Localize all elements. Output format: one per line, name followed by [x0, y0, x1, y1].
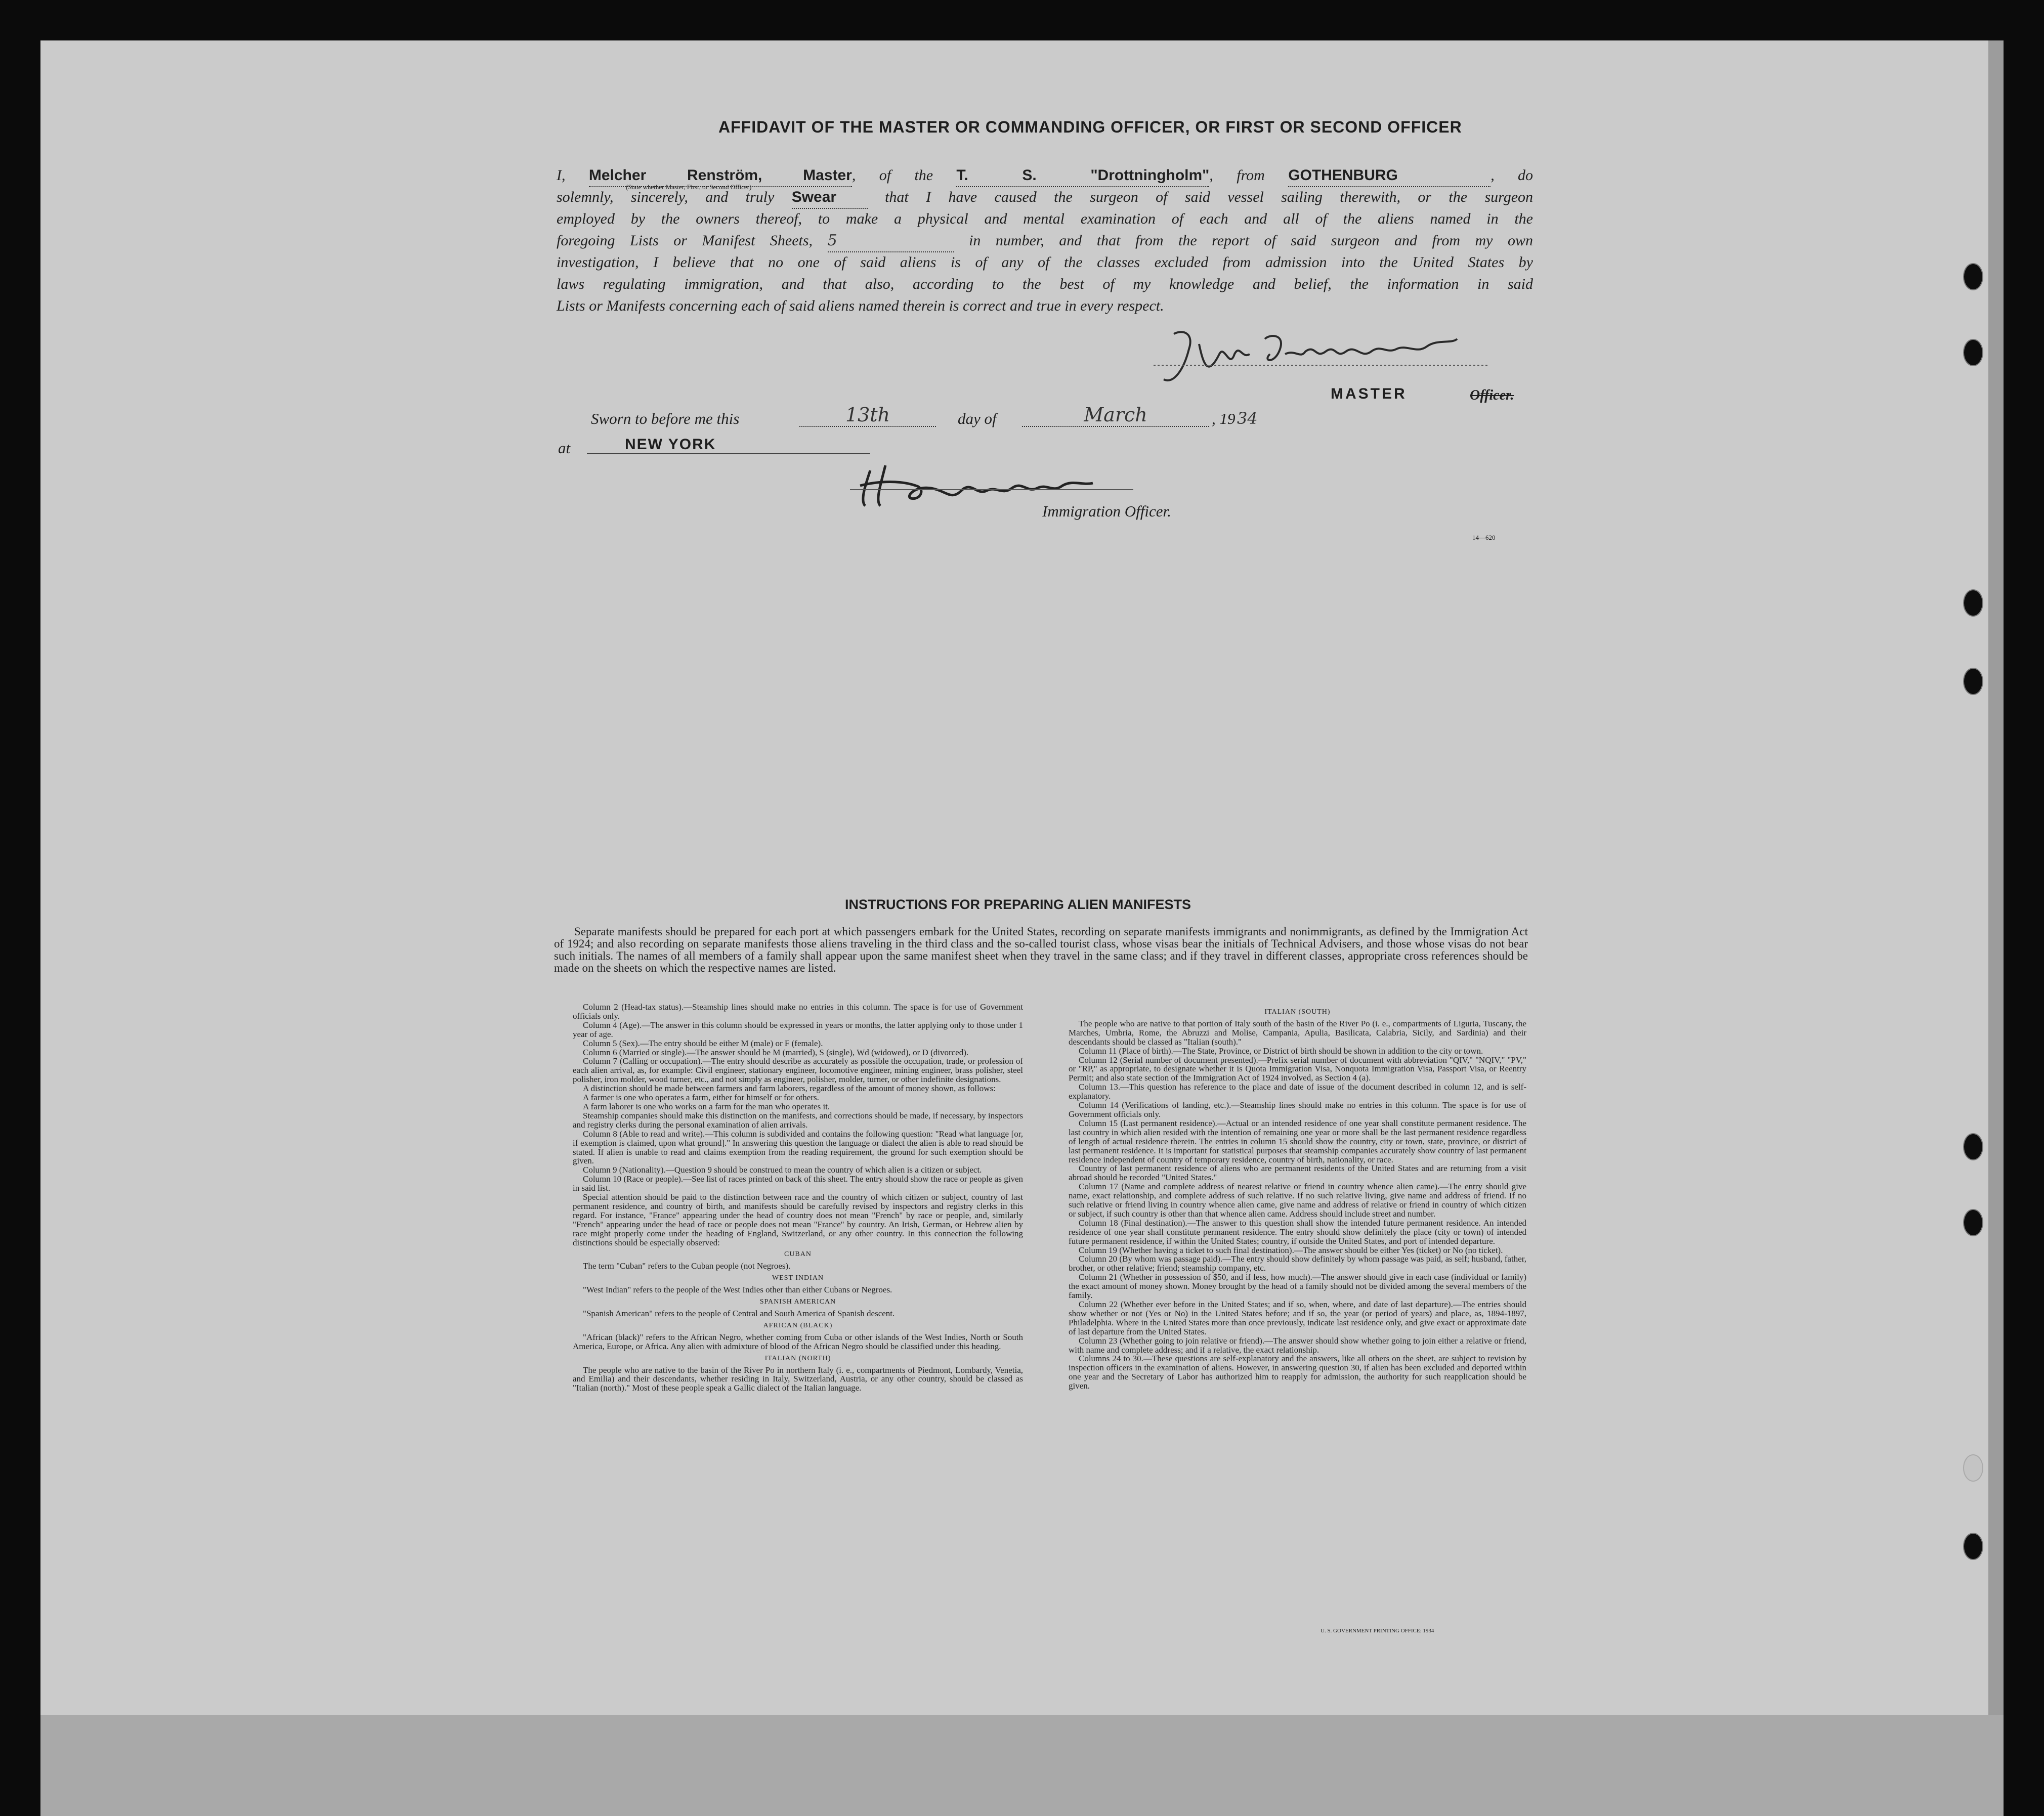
- west-indian-text: "West Indian" refers to the people of the West Indies other than either Cubans or Negroes.: [583, 1285, 892, 1295]
- affidavit-line-5: investigation, I believe that no one of said aliens is of any of the classes excluded from admission into the United States by: [557, 254, 1533, 271]
- italian-north-text: The people who are native to the basin of the River Po in northern Italy (i. e., compartments of Piedmont, Lombardy, Venetia, and Emilia) and their descendants, whether residing in Italy, Switzerland, Austria, or any other country, should be classed as "Italian (north)." Most of these people speak a Gallic dialect of the Italian language.: [573, 1365, 1023, 1393]
- printer-note: U. S. GOVERNMENT PRINTING OFFICE: 1934: [1321, 1628, 1434, 1634]
- immigration-officer-label: Immigration Officer.: [1042, 502, 1171, 520]
- line2-text: that I have caused the surgeon of said vessel sailing therewith, or the surgeon: [885, 189, 1534, 205]
- instruction-paragraph: Column 10 (Race or people).—See list of races printed on back of this sheet. The entry should show the race or people as given in said list.: [573, 1174, 1023, 1193]
- affidavit-line-6: laws regulating immigration, and that also, according to the best of my knowledge and belief, the information in said: [557, 276, 1533, 292]
- instruction-paragraph: Column 6 (Married or single).—The answer should be M (married), S (single), Wd (widowed), or D (divorced).: [583, 1047, 969, 1057]
- section-heading-cuban: CUBAN: [784, 1250, 812, 1259]
- do-label: , do: [1491, 167, 1534, 184]
- section-heading-african: AFRICAN (BLACK): [763, 1321, 833, 1329]
- vessel-field: T. S. "Drottningholm": [956, 164, 1209, 187]
- binder-hole: [1963, 1209, 1983, 1236]
- sworn-day-field: 13th: [799, 404, 936, 427]
- instruction-paragraph: A distinction should be made between farmers and farm laborers, regardless of the amount of money shown, as follows:: [583, 1084, 996, 1094]
- instructions-column-right: [1069, 1008, 1526, 1391]
- instruction-paragraph: Column 4 (Age).—The answer in this column should be expressed in years or months, the latter applying only to those under 1 year of age.: [573, 1020, 1023, 1039]
- officer-name-field: Melcher Renström, Master: [589, 164, 852, 187]
- instruction-paragraph: Columns 24 to 30.—These questions are self-explanatory and the answers, like all others on the sheet, are subject to revision by inspection officers in the examination of aliens. However, in answering question 30, if alien has been excluded and deported within one year and the Secretary of Labor has authorized him to reapply for admission, the authority for such reapplication should be given.: [1069, 1354, 1526, 1391]
- instruction-paragraph: Column 7 (Calling or occupation).—The entry should describe as accurately as possible the occupation, trade, or profession of each alien arrival, as, for example: Civil engineer, stationary engineer, locomotive engineer, mining engineer, brass polisher, steel polisher, iron molder, wood turner, etc., and not simply as engineer, polisher, molder, turner, or other indefinite designations.: [573, 1056, 1023, 1085]
- binder-hole: [1963, 339, 1983, 366]
- section-heading-west-indian: WEST INDIAN: [772, 1274, 824, 1282]
- of-label: , of the: [851, 167, 933, 184]
- form-code: 14—620: [1472, 534, 1496, 541]
- instruction-paragraph: Column 18 (Final destination).—The answer to this question shall show the intended future permanent residence. An intended residence of one year shall constitute permanent residence. The entry should show definitely the place (city or town) of intended future permanent residence, if within the United States; country, if outside the United States, and port of intended departure.: [1069, 1218, 1526, 1246]
- section-heading-italian-south: ITALIAN (SOUTH): [1264, 1008, 1331, 1016]
- master-title: MASTER: [1331, 385, 1407, 402]
- affidavit-title: AFFIDAVIT OF THE MASTER OR COMMANDING OFFICER, OR FIRST OR SECOND OFFICER: [718, 118, 1462, 136]
- instruction-paragraph: Column 20 (By whom was passage paid).—The entry should show definitely by whom passage was paid, as self; husband, father, brother, or other relative; friend; steamship company, etc.: [1069, 1254, 1526, 1273]
- sworn-month-field: March: [1022, 404, 1209, 427]
- instruction-paragraph: Column 22 (Whether ever before in the United States; and if so, when, where, and date of last departure).—The entries should show whether or not (Yes or No) in the United States before; and if so, the year (or period of years) and place, as, 1894-1897, Philadelphia. Where in the United States more than once previously, indicate last residence only, and give exact or approximate date of last departure from the United States.: [1069, 1300, 1526, 1336]
- instruction-paragraph: Steamship companies should make this distinction on the manifests, and corrections should be made, if necessary, by inspectors and registry clerks during the personal examination of alien arrivals.: [573, 1110, 1023, 1130]
- instruction-paragraph: Column 21 (Whether in possession of $50, and if less, how much).—The answer should give in each case (individual or family) the exact amount of money shown. Money brought by the head of a family should not be divided among the several members of the family.: [1069, 1272, 1526, 1301]
- instruction-paragraph: Column 2 (Head-tax status).—Steamship lines should make no entries in this column. The space is for use of Government officials only.: [573, 1002, 1023, 1021]
- manifest-sheets-label: foregoing Lists or Manifest Sheets,: [557, 232, 813, 249]
- african-text: "African (black)" refers to the African Negro, whether coming from Cuba or other islands of the West Indies, North or South America, Europe, or Africa. Any alien with admixture of blood of the African Negro should be classified under this heading.: [573, 1332, 1023, 1351]
- year-field: 34: [1237, 409, 1258, 428]
- instruction-paragraph: Column 11 (Place of birth).—The State, Province, or District of birth should be shown in addition to the city or town.: [1079, 1046, 1483, 1056]
- spanish-american-text: "Spanish American" refers to the people of Central and South America of Spanish descent.: [583, 1309, 895, 1318]
- master-signature: [1154, 324, 1487, 395]
- binder-hole: [1963, 668, 1983, 695]
- port-from-field: GOTHENBURG: [1288, 164, 1491, 187]
- instruction-paragraph: Column 9 (Nationality).—Question 9 should be construed to mean the country of which alien is a citizen or subject.: [583, 1165, 982, 1175]
- cuban-text: The term "Cuban" refers to the Cuban people (not Negroes).: [583, 1261, 791, 1271]
- instruction-paragraph: Column 12 (Serial number of document presented).—Prefix serial number of document with abbreviation "QIV," "NQIV," "PV," or "RP," as appropriate, to designate whether it is Quota Immigration Visa, Nonquota Immigration Visa, Passport Visa, or Reentry Permit; and also state section of the Immigration Act of 1924 involved, as Section 4 (a).: [1069, 1055, 1526, 1083]
- year-label: , 19: [1212, 410, 1236, 427]
- section-heading-italian-north: ITALIAN (NORTH): [764, 1354, 831, 1362]
- binder-hole: [1963, 1133, 1983, 1160]
- binder-hole: [1963, 1533, 1983, 1560]
- instruction-paragraph: Country of last permanent residence of aliens who are permanent residents of the United States and are returning from a visit abroad should be recorded "United States.": [1069, 1163, 1526, 1183]
- page-edge: [1988, 40, 2004, 1786]
- line4-text: in number, and that from the report of said surgeon and from my own: [969, 232, 1534, 249]
- section-heading-spanish-american: SPANISH AMERICAN: [759, 1298, 836, 1306]
- instruction-paragraph: Column 14 (Verifications of landing, etc.).—Steamship lines should make no entries in this column. The space is for use of Government officials only.: [1069, 1100, 1526, 1119]
- binder-hole: [1963, 1454, 1983, 1482]
- from-label: , from: [1209, 167, 1265, 184]
- instructions-column-left: [573, 1003, 1023, 1393]
- instruction-paragraph: Column 23 (Whether going to join relative or friend).—The answer should show whether going to join either a relative or friend, with name and complete address; and if a relative, the exact relationship.: [1069, 1335, 1526, 1355]
- officer-struck: Officer.: [1470, 387, 1514, 403]
- instruction-paragraph: Special attention should be paid to the distinction between race and the country of which citizen or subject, country of last permanent residence, and country of birth, and manifests should be carefully revised by inspectors and registry clerks in this regard. For instance, "France" appearing under the head of country does not mean "French" by race or people, and, similarly "French" appearing under the head of race or people does not mean "France" by country. An Irish, German, or Hebrew alien by race might properly come under the heading of England, Switzerland, or any other country. In this connection the following distinctions should be especially observed:: [573, 1192, 1023, 1247]
- page-bottom-fold: [40, 1715, 2004, 1816]
- officer-note: (State whether Master, First, or Second Officer): [626, 183, 752, 191]
- instruction-paragraph: A farm laborer is one who works on a farm for the man who operates it.: [583, 1101, 830, 1111]
- day-of-label: day of: [958, 410, 997, 427]
- sheet-count-field: 5: [828, 230, 954, 252]
- affidavit-line-7: Lists or Manifests concerning each of said aliens named therein is correct and true in every respect.: [557, 297, 1164, 314]
- oath-field: Swear: [792, 186, 868, 209]
- sworn-label: Sworn to before me this: [591, 410, 740, 427]
- instruction-paragraph: Column 17 (Name and complete address of nearest relative or friend in country whence alien came).—The entry should give name, exact relationship, and complete address of such relative. If no such relative living, give name and address of friend. If no such relative or friend living in country whence alien came, give name and address of relative or friend in country of which citizen or subject, if such country is other than that whence alien came. Address should include street and number.: [1069, 1182, 1526, 1219]
- instruction-paragraph: Column 8 (Able to read and write).—This column is subdivided and contains the following question: "Read what language [or, if exemption is claimed, upon what ground]." In answering this question the language or dialect the alien is able to read should be stated. If alien is unable to read and claims exemption from the reading requirement, the ground for such exemption should be given.: [573, 1129, 1023, 1166]
- instruction-paragraph: Column 5 (Sex).—The entry should be either M (male) or F (female).: [583, 1038, 823, 1048]
- instructions-title: INSTRUCTIONS FOR PREPARING ALIEN MANIFESTS: [845, 897, 1191, 912]
- at-label: at: [558, 439, 571, 457]
- instruction-paragraph: A farmer is one who operates a farm, either for himself or for others.: [583, 1093, 819, 1103]
- instructions-intro: Separate manifests should be prepared for each port at which passengers embark for the United States, recording on separate manifests immigrants and nonimmigrants, as defined by the Immigration Act of 1924; and also recording on separate manifests those aliens traveling in the third class and the so-called tourist class, whose visas bear the initials of Technical Advisers, and those whose visas do not bear such initials. The names of all members of a family shall appear upon the same manifest sheet when they travel in the same class; and if they travel in different classes, appropriate cross references should be made on the sheets on which the respective names are listed.: [554, 925, 1528, 974]
- place-field: NEW YORK: [587, 436, 870, 454]
- affidavit-line-4: [557, 230, 1533, 251]
- instruction-paragraph: Column 19 (Whether having a ticket to such final destination).—The answer should be either Yes (ticket) or No (no ticket).: [1079, 1245, 1503, 1255]
- instruction-paragraph: Column 15 (Last permanent residence).—Actual or an intended residence of one year shall constitute permanent residence. The last country in which alien resided with the intention of remaining one year or more shall be the last permanent residence regardless of length of actual residence therein. The entries in column 15 should show the country, city or town, state, province, or district of last permanent residence. It is important for statistical purposes that steamship companies accurately show country of last permanent residence independent of country of temporary residence, country of birth, nationality, or race.: [1069, 1118, 1526, 1164]
- binder-hole: [1963, 589, 1983, 617]
- solemnly-label: solemnly, sincerely, and truly: [557, 189, 775, 205]
- instruction-paragraph: The people who are native to that portion of Italy south of the basin of the River Po (i. e., compartments of Liguria, Tuscany, the Marches, Umbria, Rome, the Abruzzi and Molise, Campania, Apulia, Basilicata, Calabria, Sicily, and Sardinia) and their descendants should be classed as "Italian (south).": [1069, 1018, 1526, 1047]
- i-label: I,: [557, 167, 566, 184]
- instruction-paragraph: Column 13.—This question has reference to the place and date of issue of the document described in column 12, and is self-explanatory.: [1069, 1082, 1526, 1101]
- affidavit-line-3: employed by the owners thereof, to make a physical and mental examination of each and all of the aliens named in the: [557, 210, 1533, 227]
- binder-hole: [1963, 263, 1983, 290]
